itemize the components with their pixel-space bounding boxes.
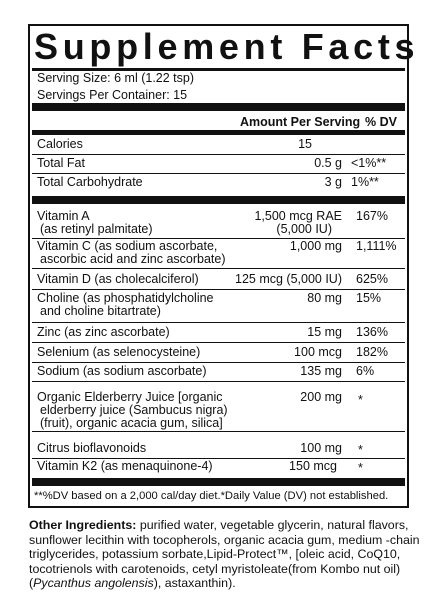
servings-per-container: Servings Per Container: 15	[37, 88, 188, 102]
nutrient-amount: 1,500 mcg RAE	[254, 209, 342, 223]
nutrient-name-line2: ascorbic acid and zinc ascorbate)	[40, 252, 226, 266]
nutrient-dv: 1%**	[351, 175, 379, 189]
supplement-facts-panel	[28, 24, 420, 508]
row-divider	[32, 342, 405, 343]
other-ingredients-text: purified water, vegetable glycerin, natural flavors, sunflower lecithin with tocopherols, organic acacia gum, medium -chain triglycerides, potassium sorbate,Lipid-Protect™, [oleic acid, CoQ10, tocotrienols with carotenoids, cetyl myristoleate(from Kombo nut oil)(	[29, 518, 420, 591]
nutrient-name: Vitamin C (as sodium ascorbate,	[37, 239, 218, 253]
thick-divider-top	[32, 103, 405, 111]
nutrient-name-line2: and choline bitartrate)	[40, 304, 161, 318]
nutrient-dv: 6%	[356, 364, 375, 378]
nutrient-amount: 200 mg	[300, 390, 342, 404]
nutrient-amount: 15 mg	[307, 325, 342, 339]
nutrient-amount: 100 mg	[300, 441, 342, 455]
nutrient-dv: 182%	[356, 345, 388, 359]
nutrient-name: Citrus bioflavonoids	[37, 441, 147, 455]
nutrient-dv: *	[358, 443, 363, 457]
nutrient-dv: 1,111%	[356, 239, 397, 253]
nutrient-dv: 15%	[356, 291, 382, 305]
row-divider	[32, 381, 405, 382]
nutrient-name: Vitamin D (as cholecalciferol)	[37, 272, 199, 286]
row-divider	[32, 268, 405, 269]
nutrient-name: Vitamin K2 (as menaquinone-4)	[37, 459, 213, 473]
nutrient-dv: <1%**	[351, 156, 387, 170]
row-divider	[32, 431, 405, 432]
nutrient-name: Selenium (as selenocysteine)	[37, 345, 201, 359]
nutrient-dv: 136%	[356, 325, 388, 339]
thick-divider-middle	[32, 196, 405, 204]
nutrient-name: Choline (as phosphatidylcholine	[37, 291, 214, 305]
nutrient-amount-line2: (5,000 IU)	[276, 222, 332, 236]
nutrient-name: Zinc (as zinc ascorbate)	[37, 325, 170, 339]
amount-per-serving-header: Amount Per Serving	[240, 115, 361, 129]
nutrient-name-line3: (fruit), organic acacia gum, silica]	[40, 416, 223, 430]
nutrient-amount: 100 mcg	[294, 345, 342, 359]
row-divider	[32, 154, 405, 155]
nutrient-amount: 1,000 mg	[289, 239, 342, 253]
nutrient-amount: 3 g	[324, 175, 342, 189]
nutrient-name: Sodium (as sodium ascorbate)	[37, 364, 207, 378]
other-ingredients-label: Other Ingredients:	[29, 518, 137, 532]
nutrient-name: Organic Elderberry Juice [organic	[37, 390, 223, 404]
row-divider	[32, 289, 405, 290]
nutrient-amount: 80 mg	[307, 291, 342, 305]
other-ingredients-tail: ), astaxanthin).	[153, 576, 236, 591]
daily-value-footnote: **%DV based on a 2,000 cal/day diet.*Daily Value (DV) not established.	[34, 490, 389, 502]
header-divider	[32, 130, 405, 135]
nutrient-name: Total Fat	[37, 156, 85, 170]
other-ingredients	[29, 518, 421, 591]
nutrient-amount: 125 mcg (5,000 IU)	[235, 272, 342, 286]
nutrient-dv: *	[358, 393, 363, 407]
row-divider	[32, 362, 405, 363]
nutrient-name-line2: elderberry juice (Sambucus nigra)	[40, 403, 228, 417]
nutrient-amount: 135 mg	[300, 364, 342, 378]
thick-divider-bottom	[32, 478, 405, 486]
nutrient-dv: 167%	[356, 209, 388, 223]
nutrient-amount: 15	[298, 137, 312, 151]
nutrient-dv: 625%	[356, 272, 388, 286]
dv-header: % DV	[365, 115, 397, 129]
nutrient-name-line2: (as retinyl palmitate)	[40, 222, 153, 236]
row-divider	[32, 322, 405, 323]
nutrient-name: Vitamin A	[37, 209, 90, 223]
nutrient-name: Calories	[37, 137, 83, 151]
nutrient-amount: 0.5 g	[314, 156, 342, 170]
panel-title: Supplement Facts	[34, 26, 420, 67]
serving-size: Serving Size: 6 ml (1.22 tsp)	[37, 71, 195, 85]
row-divider	[32, 173, 405, 174]
nutrient-amount: 150 mcg	[289, 459, 337, 473]
nutrient-name: Total Carbohydrate	[37, 175, 143, 189]
other-ingredients-italic: Pycanthus angolensis	[33, 576, 154, 591]
nutrient-dv: *	[358, 461, 363, 475]
